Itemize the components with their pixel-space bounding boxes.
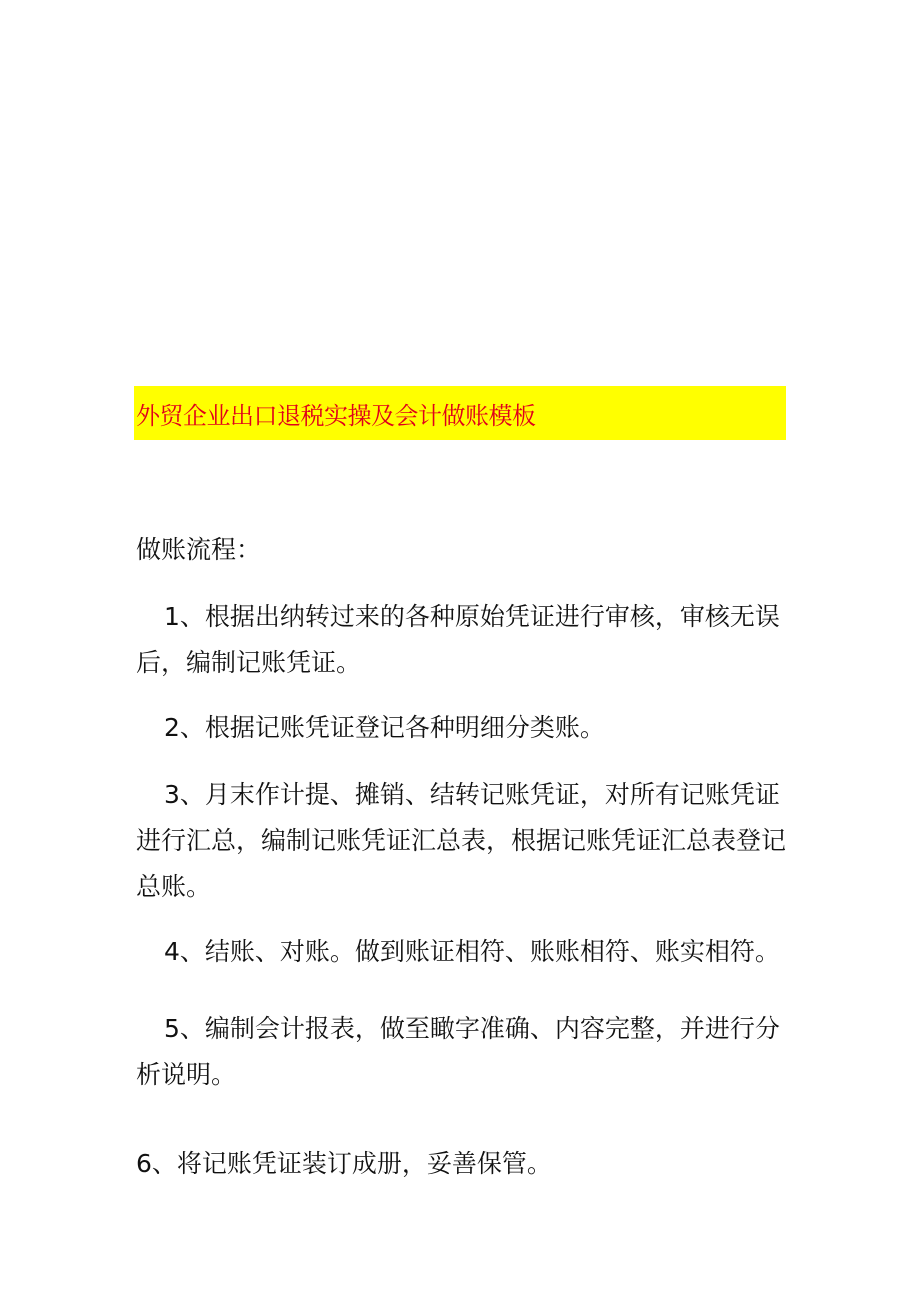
step-paragraph-5: 5、编制会计报表，做至瞰字准确、内容完整，并进行分析说明。 bbox=[136, 1014, 780, 1089]
step-paragraph-4: 4、结账、对账。做到账证相符、账账相符、账实相符。 bbox=[164, 937, 780, 966]
step-paragraph-2: 2、根据记账凭证登记各种明细分类账。 bbox=[164, 713, 605, 742]
step-paragraph-1: 1、根据出纳转过来的各种原始凭证进行审核，审核无误后，编制记账凭证。 bbox=[136, 602, 780, 677]
title-highlight-band bbox=[134, 386, 786, 440]
section-heading: 做账流程： bbox=[136, 535, 262, 564]
document-title: 外贸企业出口退税实操及会计做账模板 bbox=[136, 401, 536, 430]
step-paragraph-3: 3、月末作计提、摊销、结转记账凭证，对所有记账凭证进行汇总，编制记账凭证汇总表，根据记账凭证汇总表登记总账。 bbox=[136, 780, 787, 901]
step-paragraph-6: 6、将记账凭证装订成册，妥善保管。 bbox=[136, 1149, 552, 1178]
